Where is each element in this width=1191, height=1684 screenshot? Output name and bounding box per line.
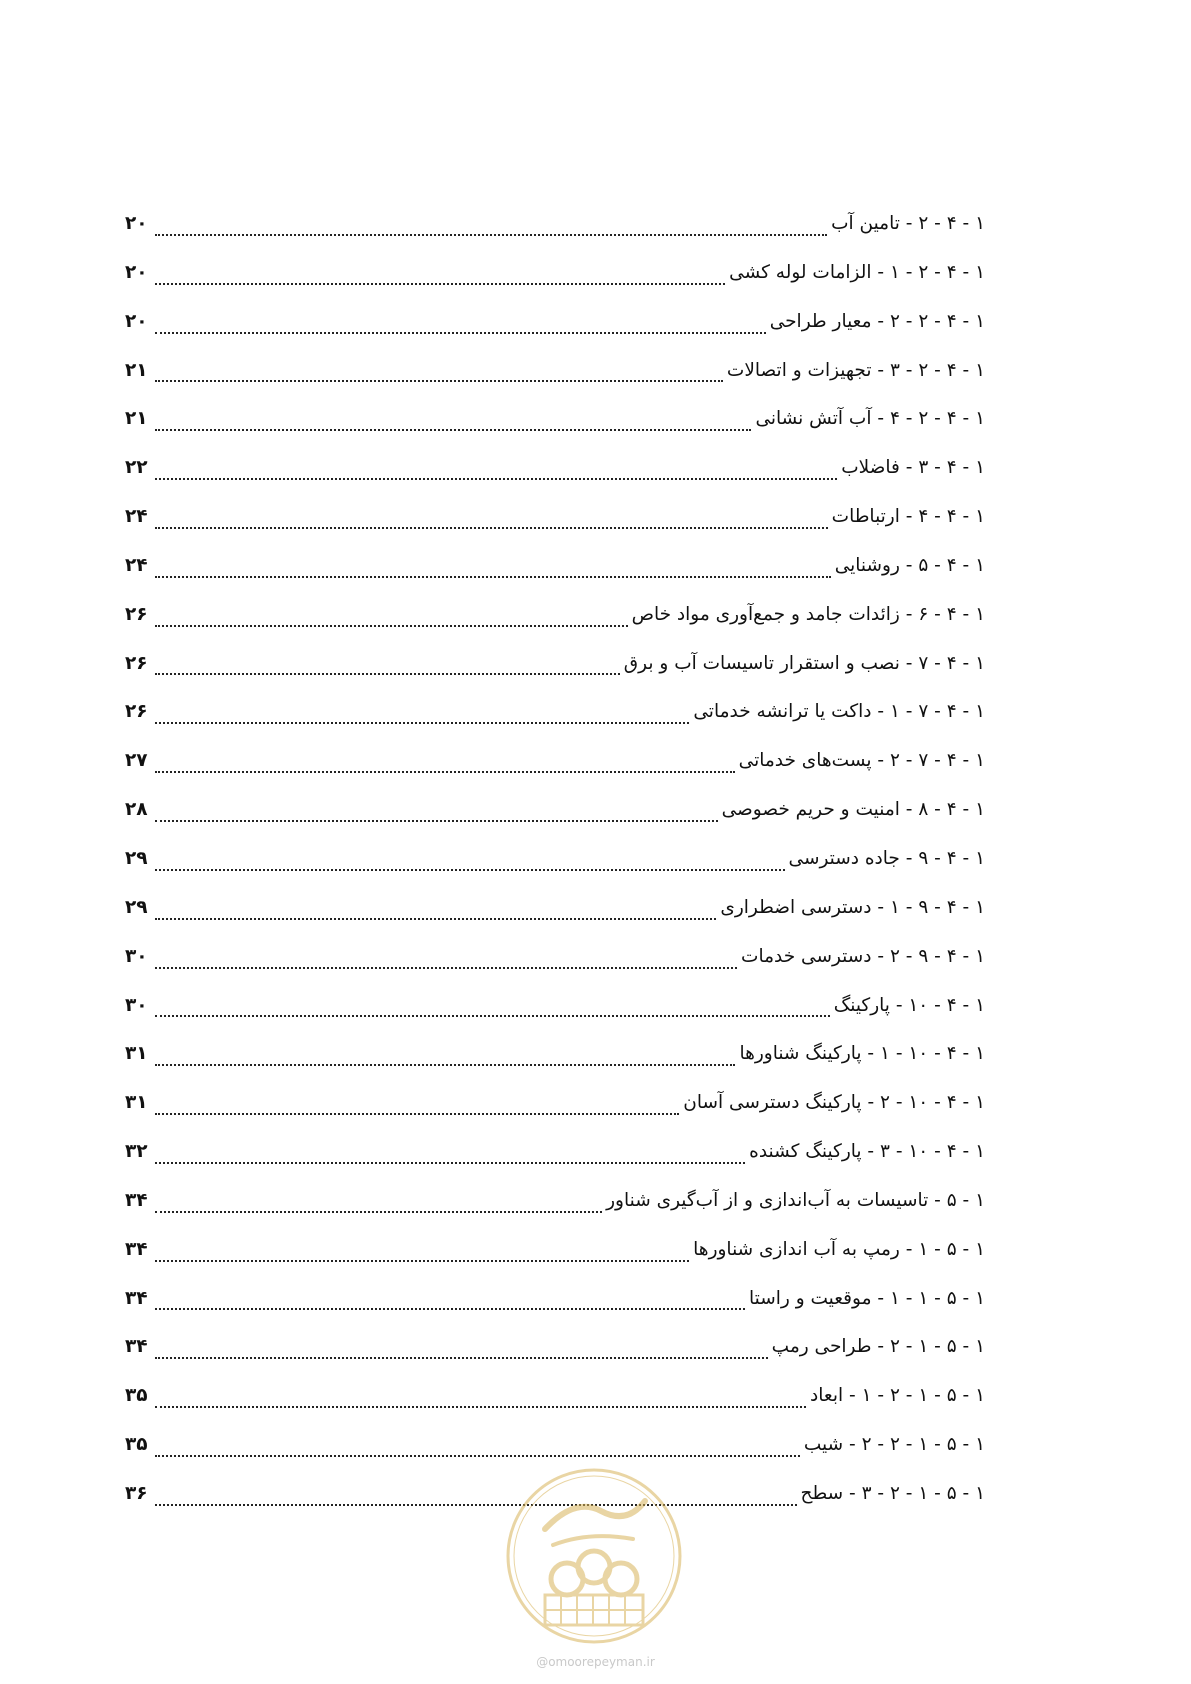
toc-entry-title: ۱ - ۴ - ۶ - زائدات جامد و جمع‌آوری مواد خاص (631, 603, 985, 625)
toc-entry-title: ۱ - ۴ - ۸ - امنیت و حریم خصوصی (721, 799, 985, 821)
toc-entry-title: ۱ - ۵ - ۱ - ۱ - موقعیت و راستا (749, 1287, 985, 1309)
toc-entry-title: ۱ - ۴ - ۴ - ارتباطات (831, 506, 985, 528)
toc-dot-leader (155, 1406, 806, 1408)
toc-entry-page-number: ۳۰ (125, 994, 148, 1016)
watermark-url: @omoorepeyman.ir (536, 1655, 655, 1669)
toc-entry[interactable] (125, 847, 985, 896)
toc-dot-leader (155, 625, 628, 627)
toc-entry-page-number: ۳۴ (125, 1238, 148, 1260)
toc-entry-title: ۱ - ۵ - ۱ - ۲ - ۲ - شیب (803, 1434, 985, 1456)
toc-entry[interactable] (125, 700, 985, 749)
toc-dot-leader (155, 1308, 745, 1310)
omoorepeyman-logo-icon (505, 1467, 683, 1645)
toc-entry-title: ۱ - ۴ - ۳ - فاضلاب (841, 457, 985, 479)
toc-entry-title: ۱ - ۵ - ۱ - ۲ - ۳ - سطح (800, 1482, 985, 1504)
toc-entry[interactable] (125, 1091, 985, 1140)
toc-dot-leader (155, 380, 723, 382)
toc-dot-leader (155, 429, 751, 431)
toc-entry-page-number: ۲۰ (125, 261, 148, 283)
toc-entry-page-number: ۲۰ (125, 213, 148, 234)
toc-entry-title: ۱ - ۴ - ۹ - ۱ - دسترسی اضطراری (720, 896, 985, 918)
toc-entry-page-number: ۳۴ (125, 1189, 148, 1211)
toc-entry-page-number: ۲۱ (125, 359, 148, 381)
toc-entry[interactable] (125, 407, 985, 456)
toc-entry-page-number: ۳۶ (125, 1482, 148, 1504)
toc-dot-leader (155, 576, 831, 578)
toc-dot-leader (155, 1064, 735, 1066)
toc-entry-page-number: ۳۴ (125, 1336, 148, 1358)
toc-entry[interactable] (125, 896, 985, 945)
toc-dot-leader (155, 478, 837, 480)
toc-entry-title: ۱ - ۴ - ۷ - ۲ - پست‌های خدماتی (738, 750, 985, 772)
toc-dot-leader (155, 722, 689, 724)
toc-entry-title: ۱ - ۴ - ۱۰ - پارکینگ (833, 994, 985, 1016)
toc-dot-leader (155, 1260, 689, 1262)
toc-entry-title: ۱ - ۵ - ۱ - رمپ به آب اندازی شناورها (693, 1238, 985, 1260)
table-of-contents (125, 212, 985, 1531)
toc-entry-title: ۱ - ۴ - ۲ - ۴ - آب آتش نشانی (755, 408, 985, 430)
toc-entry[interactable] (125, 310, 985, 359)
toc-entry-title: ۱ - ۴ - ۲ - ۲ - معیار طراحی (769, 310, 985, 332)
toc-dot-leader (155, 1015, 830, 1017)
toc-dot-leader (155, 234, 827, 236)
toc-entry[interactable] (125, 261, 985, 310)
toc-dot-leader (155, 1455, 800, 1457)
toc-entry-page-number: ۲۶ (125, 652, 148, 674)
toc-dot-leader (155, 869, 785, 871)
toc-entry-title: ۱ - ۴ - ۹ - جاده دسترسی (788, 847, 985, 869)
toc-entry[interactable] (125, 1189, 985, 1238)
toc-entry-title: ۱ - ۵ - تاسیسات به آب‌اندازی و از آب‌گیری شناور (606, 1189, 985, 1211)
toc-entry-title: ۱ - ۴ - ۷ - نصب و استقرار تاسیسات آب و برق (623, 652, 985, 674)
toc-entry-page-number: ۳۲ (125, 1141, 148, 1163)
toc-dot-leader (155, 1357, 768, 1359)
toc-entry-title: ۱ - ۴ - ۱۰ - ۳ - پارکینگ کشنده (749, 1141, 985, 1163)
toc-dot-leader (155, 1211, 602, 1213)
toc-dot-leader (155, 918, 716, 920)
toc-entry-title: ۱ - ۴ - ۷ - ۱ - داکت یا ترانشه خدماتی (693, 701, 985, 723)
toc-entry-title: ۱ - ۴ - ۱۰ - ۱ - پارکینگ شناورها (739, 1043, 985, 1065)
toc-dot-leader (155, 527, 828, 529)
toc-entry-page-number: ۲۱ (125, 408, 148, 430)
toc-entry-title: ۱ - ۵ - ۱ - ۲ - ۱ - ابعاد (810, 1385, 985, 1407)
toc-entry[interactable] (125, 798, 985, 847)
toc-entry-page-number: ۲۸ (125, 799, 148, 821)
toc-entry[interactable] (125, 1384, 985, 1433)
toc-entry-page-number: ۲۹ (125, 847, 148, 869)
toc-entry-page-number: ۲۶ (125, 701, 148, 723)
toc-entry-page-number: ۲۲ (125, 457, 148, 479)
toc-dot-leader (155, 771, 735, 773)
toc-entry[interactable] (125, 359, 985, 408)
toc-dot-leader (155, 967, 737, 969)
toc-entry-page-number: ۳۵ (125, 1385, 148, 1407)
toc-entry[interactable] (125, 1042, 985, 1091)
toc-entry[interactable] (125, 554, 985, 603)
toc-entry[interactable] (125, 652, 985, 701)
toc-dot-leader (155, 820, 718, 822)
toc-entry[interactable] (125, 1287, 985, 1336)
toc-entry-title: ۱ - ۴ - ۲ - تامین آب (831, 213, 985, 234)
toc-entry[interactable] (125, 1335, 985, 1384)
toc-entry-title: ۱ - ۵ - ۱ - ۲ - طراحی رمپ (771, 1336, 985, 1358)
toc-entry-title: ۱ - ۴ - ۹ - ۲ - دسترسی خدمات (741, 945, 985, 967)
toc-entry[interactable] (125, 212, 985, 261)
toc-entry[interactable] (125, 945, 985, 994)
toc-dot-leader (155, 1504, 797, 1506)
toc-entry-page-number: ۲۶ (125, 603, 148, 625)
toc-entry-page-number: ۳۱ (125, 1043, 148, 1065)
toc-entry-title: ۱ - ۴ - ۱۰ - ۲ - پارکینگ دسترسی آسان (683, 1092, 985, 1114)
toc-entry-page-number: ۲۴ (125, 506, 148, 528)
toc-entry[interactable] (125, 456, 985, 505)
toc-entry-title: ۱ - ۴ - ۲ - ۳ - تجهیزات و اتصالات (726, 359, 985, 381)
toc-entry-page-number: ۲۷ (125, 750, 148, 772)
toc-entry-page-number: ۳۱ (125, 1092, 148, 1114)
toc-entry-title: ۱ - ۴ - ۵ - روشنایی (834, 554, 985, 576)
toc-dot-leader (155, 332, 766, 334)
toc-entry[interactable] (125, 994, 985, 1043)
toc-entry-page-number: ۳۰ (125, 945, 148, 967)
toc-dot-leader (155, 673, 620, 675)
toc-entry[interactable] (125, 749, 985, 798)
toc-entry[interactable] (125, 1238, 985, 1287)
toc-dot-leader (155, 1162, 745, 1164)
toc-dot-leader (155, 283, 725, 285)
toc-entry[interactable] (125, 603, 985, 652)
toc-entry-page-number: ۲۴ (125, 554, 148, 576)
toc-entry[interactable] (125, 505, 985, 554)
toc-entry[interactable] (125, 1140, 985, 1189)
toc-entry-page-number: ۲۰ (125, 310, 148, 332)
toc-entry-page-number: ۳۵ (125, 1434, 148, 1456)
toc-entry-page-number: ۲۹ (125, 896, 148, 918)
toc-dot-leader (155, 1113, 679, 1115)
toc-entry-page-number: ۳۴ (125, 1287, 148, 1309)
toc-entry-title: ۱ - ۴ - ۲ - ۱ - الزامات لوله کشی (729, 261, 985, 283)
